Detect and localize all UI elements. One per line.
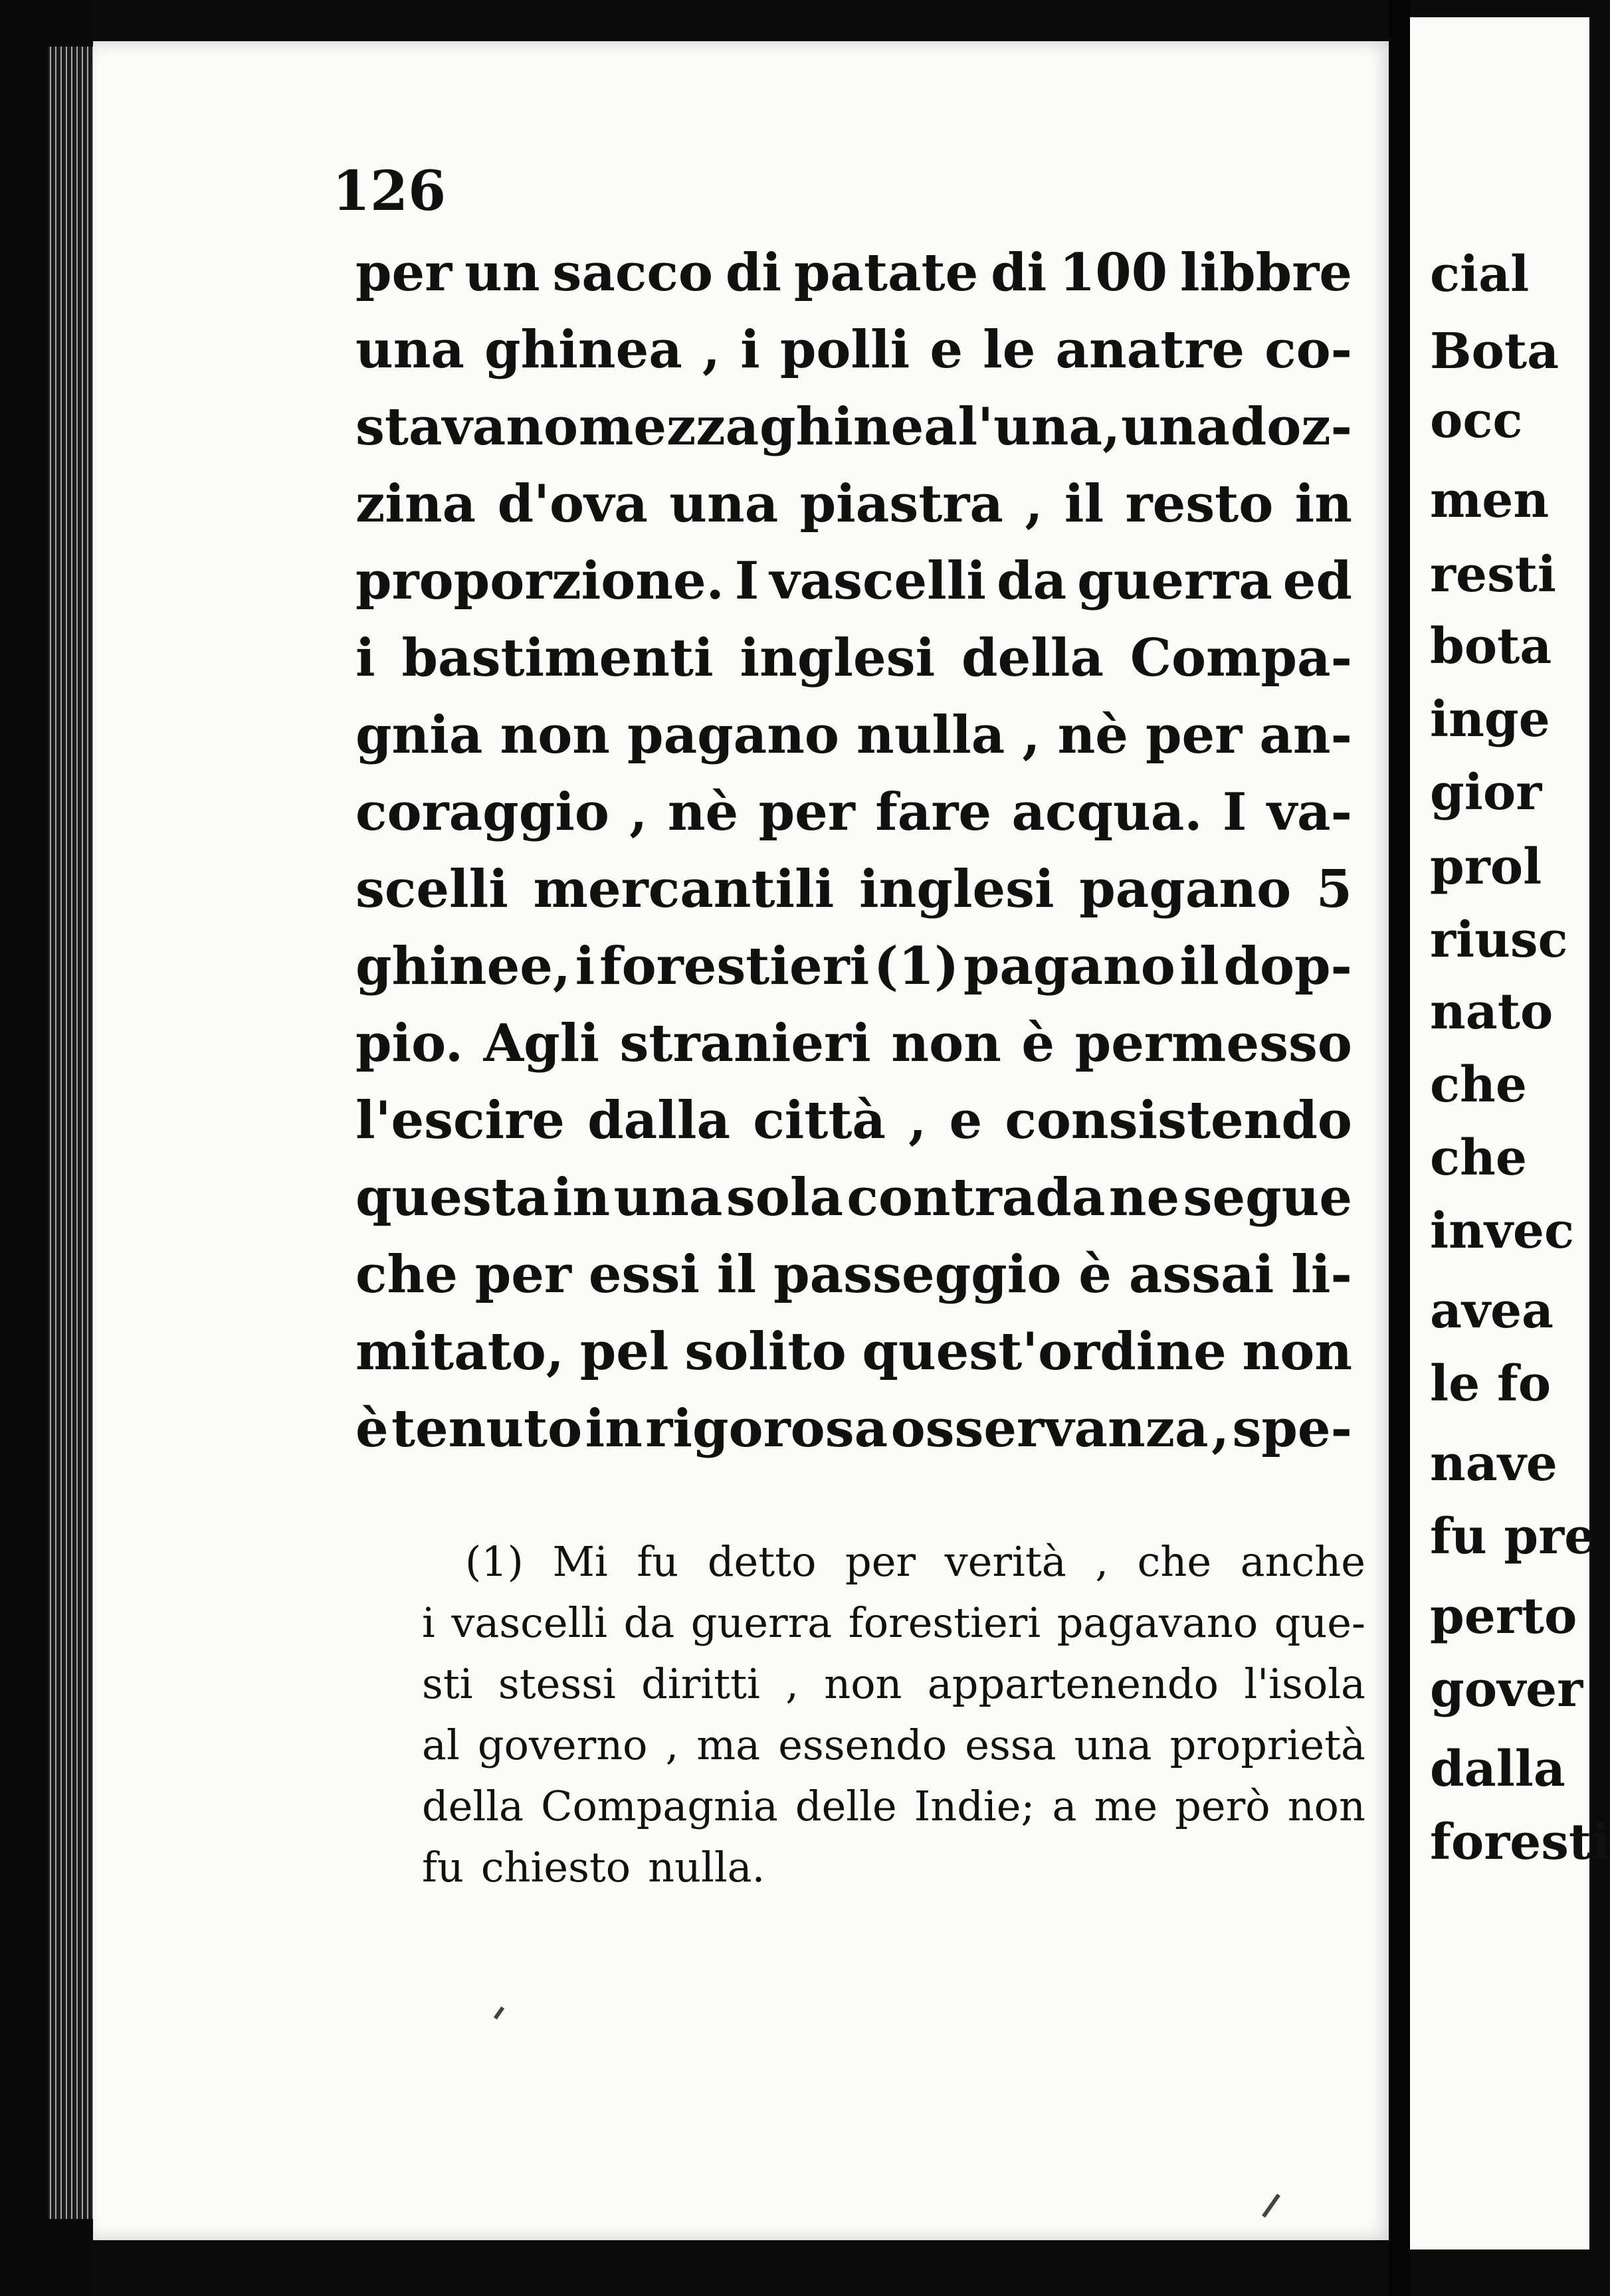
word: mezza bbox=[578, 397, 759, 457]
word: una bbox=[355, 320, 464, 380]
word: stessi bbox=[498, 1660, 616, 1708]
footnote-line bbox=[422, 1598, 1365, 1647]
word: (1) bbox=[874, 936, 959, 997]
word: dalla bbox=[587, 1090, 730, 1151]
word: le bbox=[983, 320, 1036, 380]
word: di bbox=[991, 242, 1047, 303]
word: , bbox=[702, 320, 721, 380]
word: stranieri bbox=[619, 1013, 871, 1074]
word: una bbox=[613, 1167, 723, 1228]
footnote-line bbox=[422, 1660, 1365, 1708]
next-page-line-fragment: fu pre bbox=[1430, 1508, 1596, 1565]
word: e bbox=[930, 320, 963, 380]
body-text-line bbox=[355, 936, 1352, 997]
word: non bbox=[500, 705, 610, 765]
word: , bbox=[785, 1660, 799, 1708]
word: co- bbox=[1264, 320, 1352, 380]
word: piastra bbox=[799, 474, 1003, 534]
footnote-line bbox=[465, 1537, 1365, 1586]
word: resto bbox=[1125, 474, 1274, 534]
word: fu bbox=[422, 1843, 464, 1891]
word: 5 bbox=[1316, 859, 1352, 919]
body-text-line bbox=[355, 242, 1352, 303]
word: vascelli bbox=[451, 1598, 608, 1647]
word: i bbox=[575, 936, 595, 997]
word: è bbox=[1021, 1013, 1055, 1074]
word: acqua. bbox=[1011, 782, 1203, 842]
word: in bbox=[1294, 474, 1352, 534]
next-page-line-fragment: men bbox=[1430, 472, 1550, 529]
word: permesso bbox=[1074, 1013, 1352, 1074]
word: non bbox=[891, 1013, 1001, 1074]
word: essendo bbox=[778, 1721, 948, 1769]
body-text-line bbox=[355, 1244, 1352, 1305]
word: in bbox=[552, 1167, 611, 1228]
word: Agli bbox=[483, 1013, 599, 1074]
word: da bbox=[997, 551, 1067, 611]
word: nulla. bbox=[648, 1843, 765, 1891]
next-page-line-fragment: Bota bbox=[1430, 323, 1560, 380]
word: bastimenti bbox=[401, 628, 714, 688]
word: ghinea bbox=[759, 397, 957, 457]
word: Compagnia bbox=[541, 1782, 778, 1830]
word: li- bbox=[1291, 1244, 1352, 1305]
body-text-line bbox=[355, 397, 1352, 457]
word: non bbox=[824, 1660, 902, 1708]
word: essa bbox=[965, 1721, 1057, 1769]
word: I bbox=[734, 551, 759, 611]
word: me bbox=[1094, 1782, 1158, 1830]
next-page-line-fragment: resti bbox=[1430, 546, 1557, 603]
word: ne bbox=[1108, 1167, 1180, 1228]
word: proprietà bbox=[1169, 1721, 1365, 1769]
word: anatre bbox=[1055, 320, 1245, 380]
word: an- bbox=[1259, 705, 1352, 765]
word: della bbox=[961, 628, 1104, 688]
word: per bbox=[1145, 705, 1243, 765]
word: inglesi bbox=[740, 628, 936, 688]
word: (1) bbox=[465, 1537, 524, 1586]
word: sti bbox=[422, 1660, 473, 1708]
body-text-line bbox=[355, 1013, 1352, 1074]
word: il bbox=[1064, 474, 1104, 534]
next-page-line-fragment: che bbox=[1430, 1129, 1527, 1187]
page-number: 126 bbox=[332, 159, 447, 223]
word: città bbox=[753, 1090, 886, 1151]
word: non bbox=[1242, 1321, 1352, 1382]
word: i bbox=[740, 320, 760, 380]
word: appartenendo bbox=[927, 1660, 1219, 1708]
word: nè bbox=[667, 782, 739, 842]
next-page-line-fragment: le fo bbox=[1430, 1355, 1552, 1412]
word: solito bbox=[684, 1321, 847, 1382]
word: forestieri bbox=[848, 1598, 1041, 1647]
word: vascelli bbox=[769, 551, 987, 611]
word: l'escire bbox=[355, 1090, 565, 1151]
body-text-line bbox=[355, 782, 1352, 842]
word: patate bbox=[793, 242, 979, 303]
word: pagavano bbox=[1057, 1598, 1258, 1647]
word: pel bbox=[579, 1321, 669, 1382]
word: che bbox=[355, 1244, 458, 1305]
word: essi bbox=[588, 1244, 700, 1305]
word: per bbox=[355, 242, 453, 303]
word: , bbox=[1025, 474, 1043, 534]
word: , bbox=[665, 1721, 679, 1769]
word: per bbox=[474, 1244, 572, 1305]
word: ma bbox=[696, 1721, 761, 1769]
next-page-line-fragment: che bbox=[1430, 1056, 1527, 1113]
next-page-line-fragment: nato bbox=[1430, 983, 1554, 1040]
word: que- bbox=[1274, 1598, 1365, 1647]
word: il bbox=[1179, 936, 1219, 997]
word: nè bbox=[1057, 705, 1128, 765]
word: pagano bbox=[1079, 859, 1292, 919]
word: va- bbox=[1266, 782, 1352, 842]
body-text-line bbox=[355, 1090, 1352, 1151]
word: libbre bbox=[1179, 242, 1352, 303]
word: , bbox=[1022, 705, 1041, 765]
word: l'isola bbox=[1244, 1660, 1365, 1708]
body-text-line bbox=[355, 705, 1352, 765]
body-text-line bbox=[355, 1167, 1352, 1228]
word: , bbox=[629, 782, 648, 842]
word: una bbox=[1120, 397, 1230, 457]
word: assai bbox=[1128, 1244, 1274, 1305]
word: proporzione. bbox=[355, 551, 724, 611]
word: mercantili bbox=[533, 859, 835, 919]
word: i bbox=[422, 1598, 435, 1647]
word: una bbox=[669, 474, 779, 534]
word: pagano bbox=[963, 936, 1175, 997]
word: che bbox=[1137, 1537, 1212, 1586]
body-text-line bbox=[355, 320, 1352, 380]
word: rigorosa bbox=[645, 1398, 888, 1459]
word: il bbox=[716, 1244, 757, 1305]
word: una bbox=[1074, 1721, 1152, 1769]
word: questa bbox=[355, 1167, 550, 1228]
word: detto bbox=[707, 1537, 817, 1586]
word: sola bbox=[726, 1167, 843, 1228]
word: Indie; bbox=[914, 1782, 1035, 1830]
word: guerra bbox=[1077, 551, 1272, 611]
body-text-line bbox=[355, 628, 1352, 688]
body-text-line bbox=[355, 1321, 1352, 1382]
body-text-line bbox=[355, 474, 1352, 534]
word: consistendo bbox=[1005, 1090, 1352, 1151]
word: quest'ordine bbox=[862, 1321, 1227, 1382]
word: di bbox=[725, 242, 781, 303]
word: in bbox=[585, 1398, 643, 1459]
word: stavano bbox=[355, 397, 579, 457]
footnote-line bbox=[422, 1721, 1365, 1769]
word: dop- bbox=[1223, 936, 1352, 997]
word: contrada bbox=[847, 1167, 1106, 1228]
word: ghinee, bbox=[355, 936, 571, 997]
body-text-line bbox=[355, 1398, 1352, 1459]
word: tenuto bbox=[391, 1398, 583, 1459]
word: , bbox=[1211, 1398, 1230, 1459]
word: spe- bbox=[1232, 1398, 1352, 1459]
book-gutter bbox=[1389, 0, 1410, 2296]
next-page-line-fragment: avea bbox=[1430, 1282, 1554, 1339]
word: i bbox=[355, 628, 375, 688]
word: polli bbox=[779, 320, 910, 380]
word: diritti bbox=[641, 1660, 760, 1708]
word: pagano bbox=[627, 705, 839, 765]
word: verità bbox=[944, 1537, 1066, 1586]
word: governo bbox=[477, 1721, 648, 1769]
word: mitato, bbox=[355, 1321, 564, 1382]
word: fare bbox=[875, 782, 992, 842]
word: I bbox=[1222, 782, 1247, 842]
word: delle bbox=[795, 1782, 897, 1830]
next-page-line-fragment: gior bbox=[1430, 764, 1542, 821]
word: passeggio bbox=[773, 1244, 1062, 1305]
next-page-line-fragment: prol bbox=[1430, 838, 1542, 896]
word: segue bbox=[1183, 1167, 1352, 1228]
word: doz- bbox=[1230, 397, 1352, 457]
word: 100 bbox=[1059, 242, 1167, 303]
body-text-line bbox=[355, 859, 1352, 919]
word: e bbox=[949, 1090, 983, 1151]
word: d'ova bbox=[497, 474, 648, 534]
word: Mi bbox=[552, 1537, 608, 1586]
word: però bbox=[1175, 1782, 1270, 1830]
word: a bbox=[1052, 1782, 1077, 1830]
word: inglesi bbox=[858, 859, 1055, 919]
next-page-line-fragment: gover bbox=[1430, 1661, 1583, 1718]
word: un bbox=[464, 242, 540, 303]
next-page-line-fragment: occ bbox=[1430, 392, 1523, 449]
word: per bbox=[845, 1537, 916, 1586]
word: forestieri bbox=[599, 936, 870, 997]
word: ghinea bbox=[484, 320, 682, 380]
word: , bbox=[1095, 1537, 1109, 1586]
word: nulla bbox=[856, 705, 1005, 765]
word: zina bbox=[355, 474, 476, 534]
word: gnia bbox=[355, 705, 483, 765]
word: osservanza bbox=[890, 1398, 1209, 1459]
word: , bbox=[908, 1090, 927, 1151]
word: chiesto bbox=[480, 1843, 631, 1891]
word: l'una, bbox=[957, 397, 1121, 457]
footnote-line bbox=[422, 1782, 1365, 1830]
next-page-line-fragment: foresti bbox=[1430, 1814, 1610, 1871]
word: è bbox=[1078, 1244, 1112, 1305]
word: ed bbox=[1282, 551, 1352, 611]
next-page-line-fragment: inge bbox=[1430, 691, 1550, 748]
next-page-line-fragment: cial bbox=[1430, 246, 1530, 303]
next-page-line-fragment: dalla bbox=[1430, 1741, 1565, 1798]
next-page-line-fragment: riusc bbox=[1430, 911, 1568, 969]
word: anche bbox=[1240, 1537, 1365, 1586]
word: sacco bbox=[552, 242, 713, 303]
word: è bbox=[355, 1398, 389, 1459]
word: al bbox=[422, 1721, 460, 1769]
word: pio. bbox=[355, 1013, 463, 1074]
word: Compa- bbox=[1130, 628, 1352, 688]
word: scelli bbox=[355, 859, 508, 919]
word: fu bbox=[637, 1537, 679, 1586]
word: guerra bbox=[690, 1598, 833, 1647]
word: della bbox=[422, 1782, 524, 1830]
book-page-right-edge bbox=[1410, 17, 1610, 2249]
next-page-line-fragment: invec bbox=[1430, 1202, 1575, 1260]
word: coraggio bbox=[355, 782, 609, 842]
body-text-line bbox=[355, 551, 1352, 611]
word: per bbox=[758, 782, 855, 842]
word: da bbox=[623, 1598, 675, 1647]
next-page-line-fragment: perto bbox=[1430, 1588, 1577, 1645]
footnote-line bbox=[422, 1843, 1365, 1891]
next-page-line-fragment: nave bbox=[1430, 1435, 1558, 1492]
next-page-line-fragment: bota bbox=[1430, 618, 1552, 675]
word: non bbox=[1287, 1782, 1365, 1830]
